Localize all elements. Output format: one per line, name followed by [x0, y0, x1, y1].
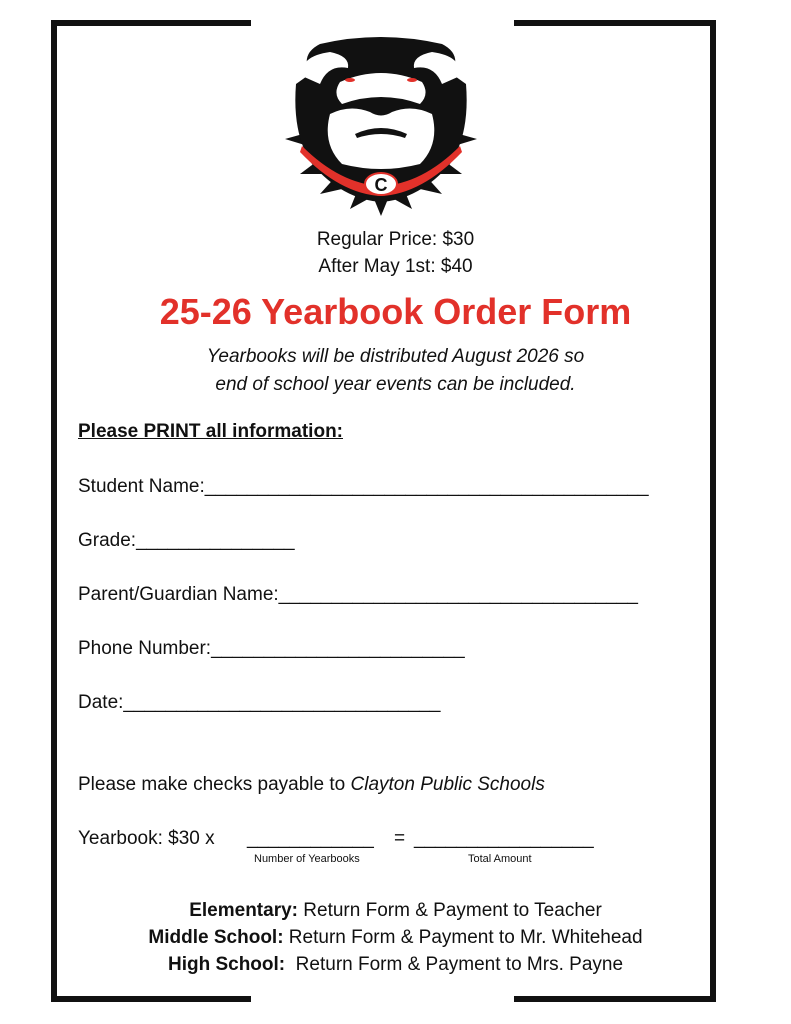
- return-text: Return Form & Payment to Mr. Whitehead: [283, 927, 643, 948]
- field-label: Phone Number:: [78, 638, 212, 659]
- regular-price: Regular Price: $30: [316, 229, 475, 250]
- bulldog-mascot-icon: [280, 34, 482, 216]
- late-price: After May 1st: $40: [318, 256, 473, 277]
- return-text: Return Form & Payment to Teacher: [298, 900, 602, 921]
- print-instruction-text: Please PRINT all information:: [78, 421, 343, 442]
- return-middle-school: [0, 927, 791, 949]
- grade-field[interactable]: [78, 530, 295, 552]
- total-amount-blank[interactable]: _________________: [414, 828, 594, 849]
- frame-bottom-left: [51, 996, 251, 1002]
- page-title: 25-26 Yearbook Order Form: [159, 291, 632, 332]
- number-of-yearbooks-blank[interactable]: ____________: [247, 828, 374, 849]
- return-high-school: [0, 954, 791, 976]
- frame-left: [51, 20, 57, 1002]
- frame-top-left: [51, 20, 251, 26]
- frame-bottom-right: [514, 996, 716, 1002]
- date-field[interactable]: [78, 692, 440, 714]
- frame-top-right: [514, 20, 716, 26]
- level-label: High School:: [167, 954, 286, 975]
- print-instruction: [78, 421, 343, 443]
- number-of-yearbooks-caption: Number of Yearbooks: [254, 853, 360, 865]
- collar-letter: C: [374, 175, 388, 195]
- return-text: Return Form & Payment to Mrs. Payne: [285, 954, 624, 975]
- checks-payable: [78, 774, 545, 796]
- field-label: Student Name:: [78, 476, 205, 497]
- field-blank[interactable]: __________________________________________: [204, 476, 649, 497]
- parent-name-field[interactable]: [78, 584, 638, 606]
- frame-right: [710, 20, 716, 1002]
- field-blank[interactable]: __________________________________: [278, 584, 638, 605]
- level-label: Middle School:: [148, 927, 284, 948]
- field-blank[interactable]: _______________: [136, 530, 295, 551]
- field-blank[interactable]: ________________________: [211, 638, 465, 659]
- distribution-note-line2: end of school year events can be included.: [215, 374, 576, 395]
- phone-number-field[interactable]: [78, 638, 465, 660]
- distribution-note-line1: Yearbooks will be distributed August 2026 so: [206, 346, 585, 367]
- field-label: Parent/Guardian Name:: [78, 584, 279, 605]
- calc-label: Yearbook: $30 x: [78, 828, 215, 849]
- student-name-field[interactable]: [78, 476, 649, 498]
- level-label: Elementary:: [189, 900, 298, 921]
- field-label: Date:: [78, 692, 124, 713]
- field-blank[interactable]: ______________________________: [123, 692, 441, 713]
- total-amount-caption: Total Amount: [468, 853, 532, 865]
- payee: Clayton Public Schools: [350, 774, 545, 795]
- return-elementary: [0, 900, 791, 922]
- checks-text: Please make checks payable to: [78, 774, 351, 795]
- field-label: Grade:: [78, 530, 137, 551]
- equals-sign: =: [394, 828, 406, 849]
